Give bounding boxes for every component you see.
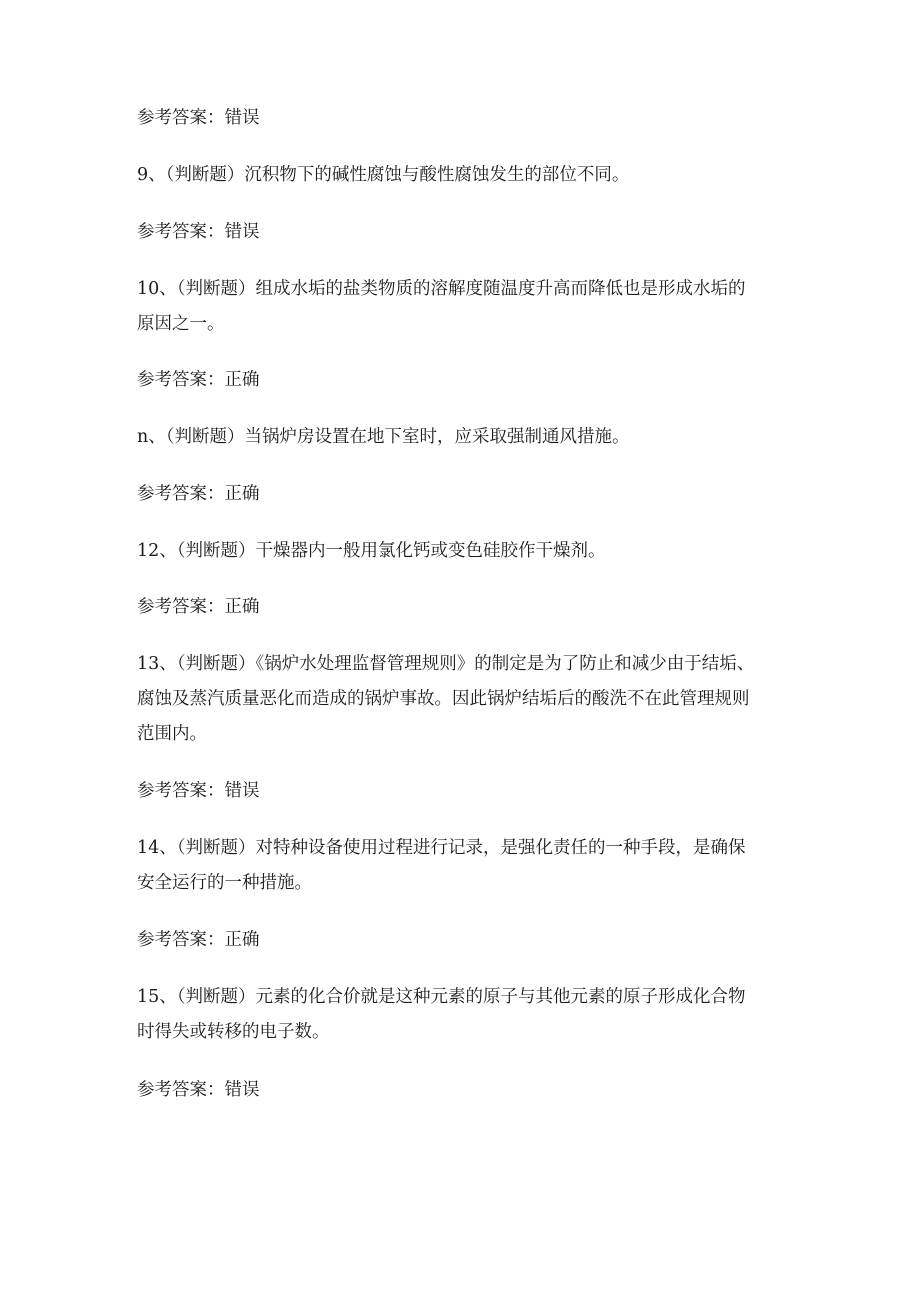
answer-line: 参考答案：正确 xyxy=(137,484,260,504)
question-13-line-2: 腐蚀及蒸汽质量恶化而造成的锅炉事故。因此锅炉结垢后的酸洗不在此管理规则 xyxy=(137,689,750,709)
question-15-line-1: 15、（判断题）元素的化合价就是这种元素的原子与其他元素的原子形成化合物 xyxy=(137,987,746,1007)
answer-line: 参考答案：错误 xyxy=(137,222,260,242)
answer-line: 参考答案：正确 xyxy=(137,597,260,617)
question-15-line-2: 时得失或转移的电子数。 xyxy=(137,1022,330,1042)
answer-line: 参考答案：正确 xyxy=(137,370,260,390)
question-12: 12、（判断题）干燥器内一般用氯化钙或变色硅胶作干燥剂。 xyxy=(137,541,606,561)
question-13-line-3: 范围内。 xyxy=(137,724,207,744)
question-10-line-1: 10、（判断题）组成水垢的盐类物质的溶解度随温度升高而降低也是形成水垢的 xyxy=(137,279,746,299)
question-9: 9、（判断题）沉积物下的碱性腐蚀与酸性腐蚀发生的部位不同。 xyxy=(137,165,630,185)
question-14-line-1: 14、（判断题）对特种设备使用过程进行记录，是强化责任的一种手段，是确保 xyxy=(137,838,746,858)
answer-line: 参考答案：错误 xyxy=(137,781,260,801)
question-14-line-2: 安全运行的一种措施。 xyxy=(137,873,312,893)
answer-line: 参考答案：正确 xyxy=(137,930,260,950)
question-11: n、（判断题）当锅炉房设置在地下室时，应采取强制通风措施。 xyxy=(137,427,630,447)
question-10-line-2: 原因之一。 xyxy=(137,314,225,334)
answer-line: 参考答案：错误 xyxy=(137,108,260,128)
answer-line: 参考答案：错误 xyxy=(137,1080,260,1100)
question-13-line-1: 13、（判断题）《锅炉水处理监督管理规则》的制定是为了防止和减少由于结垢、 xyxy=(137,654,755,674)
